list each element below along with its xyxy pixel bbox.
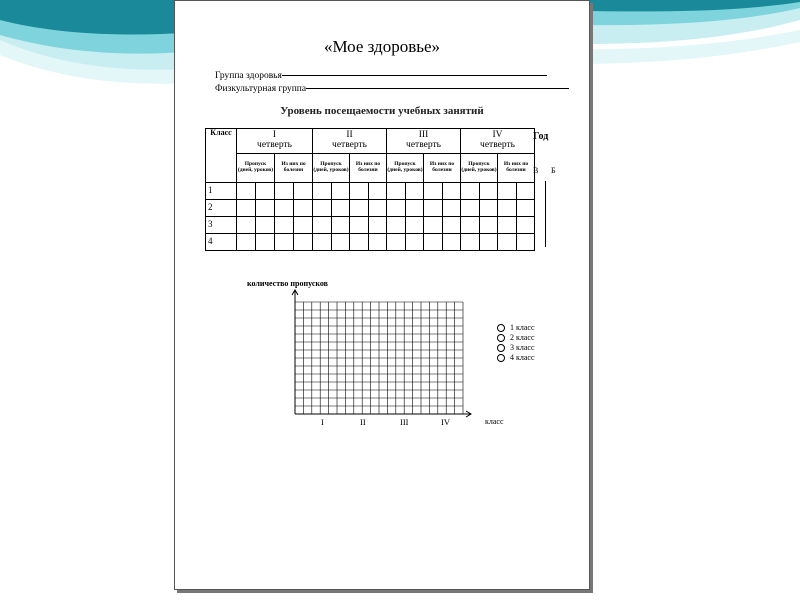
table-cell[interactable] (237, 183, 256, 200)
table-cell[interactable] (405, 234, 424, 251)
q3-missed-header: Пропуск (дней, уроков) (387, 154, 424, 183)
q1-missed-header: Пропуск (дней, уроков) (237, 154, 275, 183)
q4-illness-header: Из них по болезни (498, 154, 535, 183)
row-class-number: 2 (206, 200, 237, 217)
table-cell[interactable] (461, 217, 480, 234)
table-cell[interactable] (368, 183, 387, 200)
year-v-label: В (533, 166, 539, 175)
table-cell[interactable] (368, 200, 387, 217)
table-cell[interactable] (387, 183, 406, 200)
table-cell[interactable] (237, 200, 256, 217)
table-cell[interactable] (350, 200, 369, 217)
table-cell[interactable] (424, 200, 443, 217)
legend-circle-icon (497, 334, 505, 342)
legend-label: 4 класс (510, 353, 535, 362)
class-header: Класс (206, 129, 237, 183)
pe-group-label: Физкультурная группа (215, 84, 307, 94)
legend-item (497, 343, 535, 353)
x-tick-I: I (321, 417, 324, 427)
table-cell[interactable] (313, 183, 332, 200)
legend-item (497, 333, 535, 343)
table-cell[interactable] (237, 234, 256, 251)
attendance-subtitle: Уровень посещаемости учебных занятий (280, 105, 484, 117)
table-cell[interactable] (479, 217, 498, 234)
table-cell[interactable] (461, 200, 480, 217)
table-cell[interactable] (479, 183, 498, 200)
pe-group-blank (306, 87, 569, 89)
legend-circle-icon (497, 344, 505, 352)
attendance-table (205, 128, 535, 251)
table-cell[interactable] (331, 200, 350, 217)
legend-label: 2 класс (510, 333, 535, 342)
table-row (206, 200, 535, 217)
chart-y-label: количество пропусков (247, 279, 328, 288)
table-cell[interactable] (275, 217, 294, 234)
table-cell[interactable] (294, 200, 313, 217)
chart-x-label: класс (485, 417, 504, 426)
table-cell[interactable] (442, 217, 461, 234)
y-axis (292, 290, 298, 414)
table-cell[interactable] (331, 217, 350, 234)
year-header: Год (533, 131, 549, 142)
legend-circle-icon (497, 354, 505, 362)
legend-label: 1 класс (510, 323, 535, 332)
table-cell[interactable] (516, 200, 535, 217)
x-tick-IV: IV (441, 417, 450, 427)
table-cell[interactable] (498, 234, 517, 251)
table-cell[interactable] (479, 200, 498, 217)
quarter-3-header: III четверть (387, 129, 461, 154)
legend-circle-icon (497, 324, 505, 332)
table-row (206, 234, 535, 251)
table-cell[interactable] (498, 217, 517, 234)
table-row (206, 183, 535, 200)
table-cell[interactable] (237, 217, 256, 234)
table-cell[interactable] (424, 183, 443, 200)
table-cell[interactable] (387, 200, 406, 217)
table-cell[interactable] (275, 183, 294, 200)
table-cell[interactable] (313, 200, 332, 217)
table-cell[interactable] (442, 183, 461, 200)
table-cell[interactable] (350, 217, 369, 234)
q4-missed-header: Пропуск (дней, уроков) (461, 154, 498, 183)
table-row (206, 217, 535, 234)
legend-label: 3 класс (510, 343, 535, 352)
table-cell[interactable] (256, 217, 275, 234)
table-cell[interactable] (516, 183, 535, 200)
table-cell[interactable] (256, 183, 275, 200)
page-title: «Мое здоровье» (323, 37, 441, 56)
table-cell[interactable] (256, 234, 275, 251)
chart-legend (497, 323, 535, 363)
table-cell[interactable] (405, 183, 424, 200)
table-cell[interactable] (313, 217, 332, 234)
table-cell[interactable] (461, 183, 480, 200)
quarter-4-header: IV четверть (461, 129, 535, 154)
health-group-field (215, 71, 547, 81)
table-cell[interactable] (294, 217, 313, 234)
table-cell[interactable] (424, 217, 443, 234)
x-tick-II: II (360, 417, 366, 427)
table-cell[interactable] (424, 234, 443, 251)
quarter-1-header: I четверть (237, 129, 313, 154)
table-cell[interactable] (313, 234, 332, 251)
row-class-number: 4 (206, 234, 237, 251)
table-cell[interactable] (387, 217, 406, 234)
row-class-number: 3 (206, 217, 237, 234)
table-cell[interactable] (275, 200, 294, 217)
table-cell[interactable] (294, 234, 313, 251)
q1-illness-header: Из них по болезни (275, 154, 313, 183)
legend-item (497, 323, 535, 333)
absence-chart (275, 288, 475, 418)
table-cell[interactable] (442, 200, 461, 217)
table-cell[interactable] (294, 183, 313, 200)
table-cell[interactable] (405, 200, 424, 217)
table-cell[interactable] (368, 217, 387, 234)
table-cell[interactable] (405, 217, 424, 234)
table-cell[interactable] (350, 183, 369, 200)
health-group-blank (282, 74, 547, 76)
table-cell[interactable] (387, 234, 406, 251)
document-page (174, 0, 590, 590)
row-class-number: 1 (206, 183, 237, 200)
pe-group-field (215, 84, 569, 94)
table-cell[interactable] (256, 200, 275, 217)
table-cell[interactable] (331, 234, 350, 251)
legend-item (497, 353, 535, 363)
quarter-2-header: II четверть (313, 129, 387, 154)
table-cell[interactable] (350, 234, 369, 251)
year-divider (545, 181, 546, 247)
table-cell[interactable] (461, 234, 480, 251)
table-cell[interactable] (498, 200, 517, 217)
table-cell[interactable] (275, 234, 294, 251)
q3-illness-header: Из них по болезни (424, 154, 461, 183)
health-group-label: Группа здоровья (215, 71, 282, 81)
table-cell[interactable] (331, 183, 350, 200)
q2-missed-header: Пропуск (дней, уроков) (313, 154, 350, 183)
table-cell[interactable] (516, 217, 535, 234)
table-cell[interactable] (479, 234, 498, 251)
table-cell[interactable] (498, 183, 517, 200)
table-cell[interactable] (442, 234, 461, 251)
table-cell[interactable] (368, 234, 387, 251)
table-cell[interactable] (516, 234, 535, 251)
x-tick-III: III (400, 417, 409, 427)
year-b-label: Б (551, 166, 556, 175)
q2-illness-header: Из них по болезни (350, 154, 387, 183)
